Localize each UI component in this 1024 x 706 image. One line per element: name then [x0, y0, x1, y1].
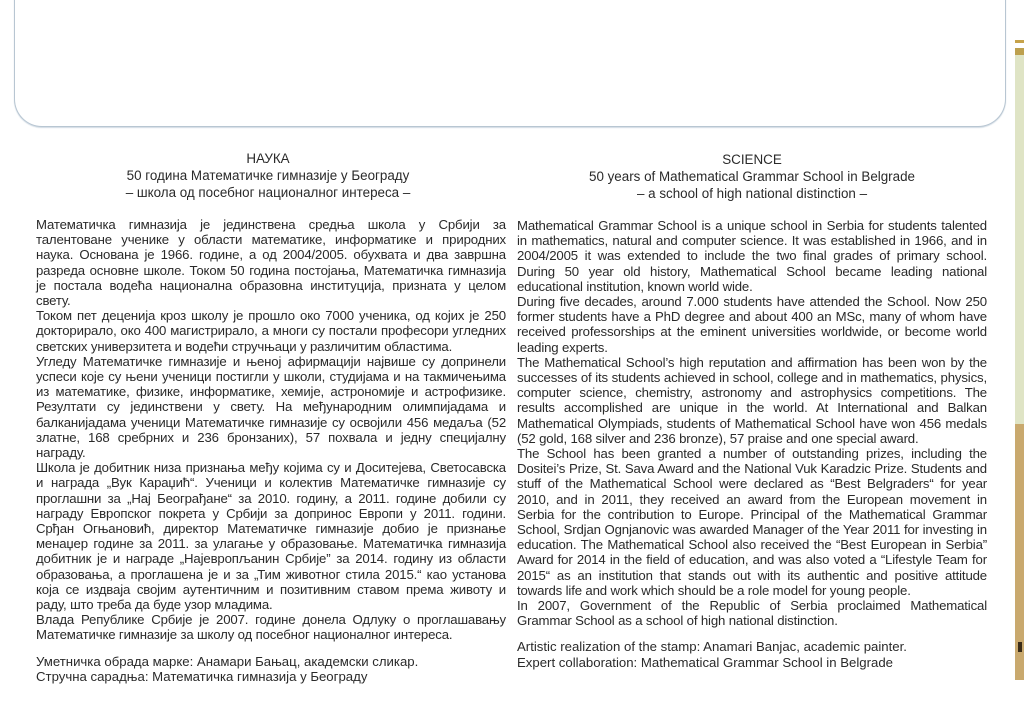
english-heading: [517, 151, 987, 202]
english-credit-artist: Artistic realization of the stamp: Anamari Banjac, academic painter.: [517, 639, 907, 655]
serbian-title: НАУКА: [246, 151, 290, 166]
serbian-column: [36, 150, 506, 685]
english-subtitle: 50 years of Mathematical Grammar School in Belgrade: [589, 169, 915, 184]
english-paragraph: Mathematical Grammar School is a unique school in Serbia for students talented in mathematics, natural and computer science. It was established in 1966, and in 2004/2005 it was extended to include the two final grades of primary school. During 50 year old history, Mathematical School became leading national educational institution, known world wide.: [517, 218, 987, 294]
english-title: SCIENCE: [722, 152, 782, 167]
serbian-tagline: – школа од посебног националног интереса –: [125, 185, 411, 200]
english-paragraph: The Mathematical School’s high reputation and affirmation has been won by the successes of its students achieved in school, college and in mathematics, physics, computer science, chemistry, astronomy and astrophysics competitions. The results accomplished are unique in the world. At International and Balkan Mathematical Olympiads, students of Mathematical School have won 456 medals (52 gold, 168 silver and 236 bronze), 57 praise and one special award.: [517, 354, 987, 446]
serbian-paragraph: Влада Републике Србије је 2007. године донела Одлуку о проглашавању Математичке гимназије за школу од посебног националног интереса.: [36, 612, 506, 643]
serbian-paragraph: Угледу Математичке гимназије и њеној афирмацији највише су допринели успеси које су њени ученици постигли у школи, студијама и на такмичењима из математике, физике, информатике, хемије, астрономије и астрофизике. Резултати су јединствени у свету. На међународним олимпијадама и балканијадама ученици Математичке гимназије су освојили 456 медаља (52 златне, 168 сребрних и 236 бронзаних), 57 похвала и једну специјалну награду.: [36, 353, 506, 461]
serbian-body: [36, 217, 506, 643]
serbian-paragraph: Школа је добитник низа признања међу којима су и Доситејева, Светосавска и награда „Вук Караџић“. Ученици и колектив Математичке гимназије су проглашни за „Нај Београђане“ за 2010. годину, а 2011. године добили су награду Европског покрета у Србији за допринос Европи у 2011. години. Срђан Огњановић, директор Математичке гимназије добио је признање менаџер године за 2011. за улагање у образовање. Математичка гимназија добитник је и награде „Најевропљанин Србије” за 2014. годину из области образовања, а проглашена је и за „Тим животног стила 2015.“ као установа која се издваја својим аутентичним и позитивним ставом према животу и раду, што треба да буде узор младима.: [36, 460, 506, 613]
serbian-heading: [30, 150, 506, 201]
serbian-paragraph: Током пет деценија кроз школу је прошло око 7000 ученика, од којих је 250 докторирало, око 400 магистрирало, а многи су постали професори угледних светских универзитета и водећи стручњаци у различитим областима.: [36, 308, 506, 354]
stamp-edge-strip: [1015, 40, 1024, 680]
english-column: [517, 150, 987, 670]
serbian-credit-artist: Уметничка обрада марке: Анамари Бањац, академски сликар.: [36, 653, 419, 669]
english-tagline: – a school of high national distinction –: [636, 186, 868, 201]
english-paragraph: The School has been granted a number of outstanding prizes, including the Dositei’s Prize, St. Sava Award and the National Vuk Karadzic Prize. Students and stuff of the Mathematical School were declared as “Best Belgraders“ for year 2010, and in 2011, they received an award from the European movement in Serbia for the contribution to Europe. Principal of the Mathematical Grammar School, Srdjan Ognjanovic was awarded Manager of the Year 2011 for investing in education. The Mathematical School also received the “Best European in Serbia” Award for 2014 in the field of education, and was also voted a “Lifestyle Team for 2015“ as an institution that stands out with its authentic and positive attitude towards life and work which should be a role model for young people.: [517, 446, 987, 598]
envelope-flap-outline: [14, 0, 1006, 127]
english-paragraph: During five decades, around 7.000 students have attended the School. Now 250 former students have a PhD degree and about 400 an MSc, many of whom have received professorships at the eminent universities worldwide, or become world leading experts.: [517, 294, 987, 355]
serbian-subtitle: 50 година Математичке гимназије у Београду: [126, 168, 410, 183]
english-paragraph: In 2007, Government of the Republic of Serbia proclaimed Mathematical Grammar School as a school of high national distinction.: [517, 598, 987, 629]
serbian-credit-expert: Стручна сарадња: Математичка гимназија у Београду: [36, 669, 368, 685]
english-credit-expert: Expert collaboration: Mathematical Grammar School in Belgrade: [517, 654, 894, 670]
serbian-credits: [36, 654, 506, 685]
english-body: [517, 218, 987, 628]
serbian-paragraph: Математичка гимназија је јединствена средња школа у Србији за талентоване ученике у области математике, информатике и природних наука. Основана је 1966. године, а од 2004/2005. обухвата и два завршна разреда основне школе. Током 50 година постојања, Математичка гимназија је постала водећа национална образовна институција, призната у целом свету.: [36, 217, 506, 309]
english-credits: [517, 639, 987, 670]
